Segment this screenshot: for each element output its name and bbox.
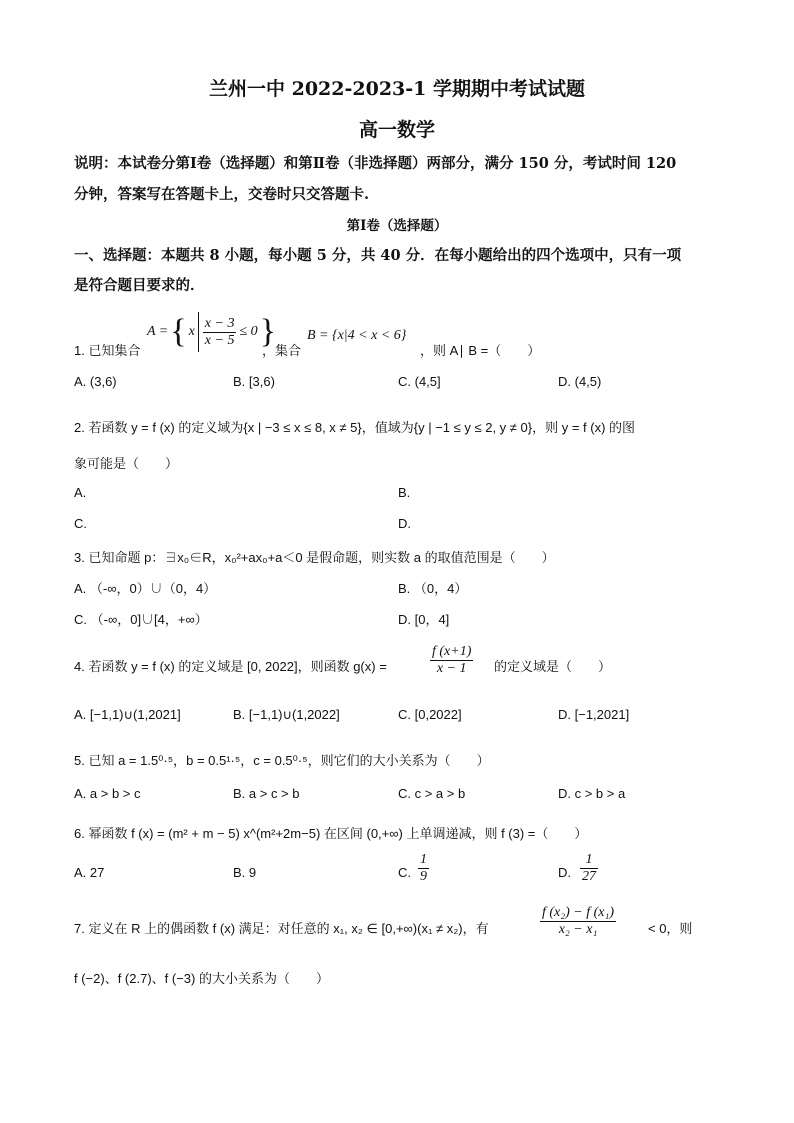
q1-fraction xyxy=(203,316,237,349)
q3-option-d: D. [0，4] xyxy=(398,612,450,627)
q1-set-a xyxy=(147,312,276,352)
q7-fraction xyxy=(540,905,616,938)
q6-option-a: A. 27 xyxy=(74,865,105,880)
q4-option-c: C. [0,2022] xyxy=(398,707,462,722)
q7-line-2: f (−2)、f (2.7)、f (−3) 的大小关系为（ ） xyxy=(74,971,329,986)
q6-option-d-fraction xyxy=(580,852,598,885)
q2-option-d: D. xyxy=(398,516,411,531)
q1-prefix: 1. 已知集合 xyxy=(74,343,141,358)
q1-option-a: A. (3,6) xyxy=(74,374,117,389)
q4-fraction xyxy=(430,644,473,677)
q7-fraction-den: x₂ − x₁ xyxy=(558,922,598,937)
q6-option-d-den: 27 xyxy=(582,869,596,884)
q6-line-1: 6. 幂函数 f (x) = (m² + m − 5) x^(m²+2m−5) 在区间 (0,+∞) 上单调递减，则 f (3) =（ ） xyxy=(74,826,588,841)
instructions-line-2: 分钟，答案写在答题卡上，交卷时只交答题卡. xyxy=(74,186,370,203)
q2-option-c: C. xyxy=(74,516,87,531)
q5-option-d: D. c > b > a xyxy=(558,786,626,801)
q4-fraction-den: x − 1 xyxy=(436,661,467,676)
q1-brace-open: { xyxy=(170,313,187,350)
instructions-line-1: 说明：本试卷分第Ⅰ卷（选择题）和第Ⅱ卷（非选择题）两部分，满分 150 分，考试时间 120 xyxy=(74,155,677,172)
q3-line-1: 3. 已知命题 p：∃x₀∈R，x₀²+ax₀+a＜0 是假命题，则实数 a 的取值范围是（ ） xyxy=(74,550,555,565)
q4-option-b: B. [−1,1)∪(1,2022] xyxy=(233,707,340,722)
q1-option-d: D. (4,5) xyxy=(558,374,602,389)
q1-bar xyxy=(198,312,199,352)
q1-suffix: ，则 A∣ B =（ ） xyxy=(420,343,541,358)
q4-fraction-num: f (x+1) xyxy=(432,644,472,659)
q6-option-c-fraction xyxy=(418,852,429,885)
q4-option-d: D. [−1,2021] xyxy=(558,707,630,722)
q1-set-a-rel: ≤ 0 xyxy=(239,324,258,339)
page-title: 兰州一中 2022-2023-1 学期期中考试试题 xyxy=(209,78,585,100)
section-heading: 第Ⅰ卷（选择题） xyxy=(346,218,448,234)
q2-line-1: 2. 若函数 y = f (x) 的定义域为{x | −3 ≤ x ≤ 8, x ≠ 5}，值域为{y | −1 ≤ y ≤ 2, y ≠ 0}，则 y = f (x) 的图 xyxy=(74,420,636,435)
q1-set-a-lhs: A = xyxy=(147,324,169,339)
q1-fraction-num: x − 3 xyxy=(204,315,235,331)
q6-option-b: B. 9 xyxy=(233,865,257,880)
q7-fraction-num: f (x₂) − f (x₁) xyxy=(542,905,615,920)
q4-prefix: 4. 若函数 y = f (x) 的定义域是 [0, 2022]，则函数 g(x) = xyxy=(74,659,387,674)
q3-option-b: B. （0，4） xyxy=(398,581,468,596)
q6-option-c-num: 1 xyxy=(420,852,427,867)
q5-line-1: 5. 已知 a = 1.5⁰·⁵，b = 0.5¹·⁵，c = 0.5⁰·⁵，则它们的大小关系为（ ） xyxy=(74,753,490,768)
q5-option-c: C. c > a > b xyxy=(398,786,466,801)
q4-suffix: 的定义域是（ ） xyxy=(494,659,612,674)
q7-suffix: < 0，则 xyxy=(648,921,693,936)
q1-fraction-den: x − 5 xyxy=(204,332,235,348)
q4-option-a: A. [−1,1)∪(1,2021] xyxy=(74,707,181,722)
q2-option-a: A. xyxy=(74,485,87,500)
q3-option-c: C. （-∞，0]∪[4，+∞） xyxy=(74,612,208,627)
q6-option-c-den: 9 xyxy=(420,869,427,884)
part1-heading-line-2: 是符合题目要求的． xyxy=(74,277,205,294)
q1-set-b: B = {x|4 < x < 6} xyxy=(307,328,407,343)
q1-option-c: C. (4,5] xyxy=(398,374,441,389)
q2-option-b: B. xyxy=(398,485,411,500)
part1-heading-line-1: 一、选择题：本题共 8 小题，每小题 5 分，共 40 分．在每小题给出的四个选项中，只有一项 xyxy=(74,247,682,264)
q3-option-a: A. （-∞，0）∪（0，4） xyxy=(74,581,217,596)
q6-option-d-label: D. xyxy=(558,865,571,880)
q1-var-x: x xyxy=(188,324,195,339)
q1-mid: ，集合 xyxy=(262,343,302,358)
q1-option-b: B. [3,6) xyxy=(233,374,275,389)
q5-option-a: A. a > b > c xyxy=(74,786,141,801)
q7-prefix: 7. 定义在 R 上的偶函数 f (x) 满足：对任意的 x₁, x₂ ∈ [0,+∞)(x₁ ≠ x₂)，有 xyxy=(74,921,489,936)
q6-option-d-num: 1 xyxy=(580,852,598,869)
q6-option-c-label: C. xyxy=(398,865,411,880)
q1-brace-close: } xyxy=(259,313,276,350)
page-subtitle: 高一数学 xyxy=(358,119,435,141)
q5-option-b: B. a > c > b xyxy=(233,786,300,801)
q2-line-2: 象可能是（ ） xyxy=(74,456,179,471)
